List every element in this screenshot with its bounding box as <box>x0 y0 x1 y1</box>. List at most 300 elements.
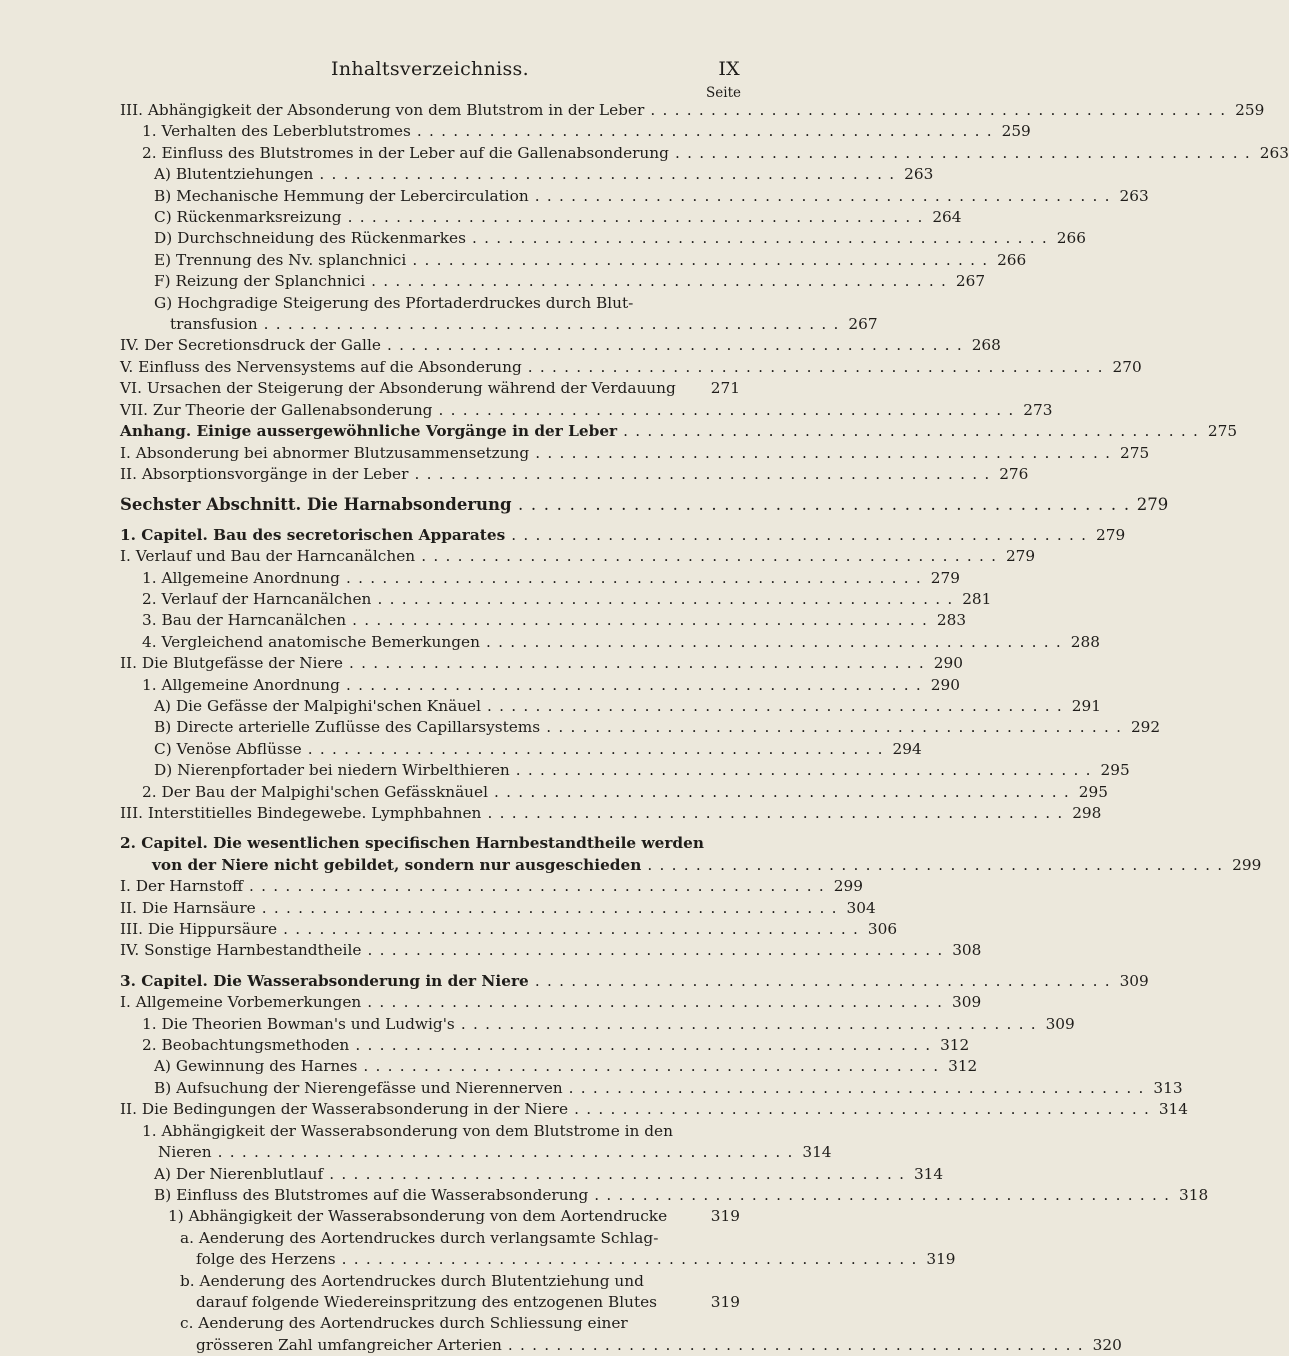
toc-entry <box>120 696 1101 717</box>
toc-entry-row <box>154 696 1101 717</box>
toc-entry-row <box>142 610 967 631</box>
toc-entry-text: Verhalten des Leberblutstromes <box>161 122 411 141</box>
toc-entry-title <box>168 1206 702 1227</box>
toc-entry <box>120 207 962 228</box>
dot-leader: . . . . . . . . . . . . . . . . . . . . . . . . . . . . . . . . . . . . . . . . . . . . . . . . <box>242 877 825 896</box>
toc-entry-page: 267 <box>955 272 986 291</box>
toc-entry-text: Reizung der Splanchnici <box>175 272 366 291</box>
toc-entry-number: VII. <box>120 400 153 419</box>
toc-entry-number: 3. Capitel. <box>120 971 214 990</box>
toc-entry-text: Abhängigkeit der Wasserabsonderung von dem Aortendrucke <box>188 1207 668 1226</box>
toc-entry-number: F) <box>154 272 176 291</box>
toc-entry-page: 319 <box>926 1250 956 1269</box>
toc-entry-continuation: transfusion <box>170 315 258 334</box>
toc-entry-row <box>120 400 1053 421</box>
toc-entry-row <box>120 992 982 1013</box>
toc-entry-title <box>142 568 922 589</box>
toc-entry <box>120 1121 832 1164</box>
toc-entry <box>120 940 982 961</box>
toc-entry-continuation: darauf folgende Wiedereinspritzung des entzogenen Blutes <box>196 1292 658 1311</box>
toc-entry <box>120 271 986 292</box>
toc-entry-row <box>154 1078 1183 1099</box>
toc-entry-first-line <box>120 833 740 854</box>
dot-leader: . . . . . . . . . . . . . . . . . . . . . . . . . . . . . . . . . . . . . . . . . . . . . . . . <box>277 920 860 939</box>
toc-entry-row <box>120 464 1029 485</box>
toc-entry-text: Hochgradige Steigerung des Pfortaderdruckes durch Blut- <box>177 293 634 312</box>
dot-leader: . . . . . . . . . . . . . . . . . . . . . . . . . . . . . . . . . . . . . . . . . . . . . . . . <box>313 165 896 184</box>
toc-entry-row <box>154 271 986 292</box>
toc-entry-text: Vergleichend anatomische Bemerkungen <box>161 632 480 651</box>
toc-entry-row <box>120 919 898 940</box>
toc-entry-text: Einfluss des Blutstromes auf die Wasserabsonderung <box>176 1185 589 1204</box>
toc-entry-text: Sonstige Harnbestandtheile <box>144 941 362 960</box>
toc-entry-number: c. <box>180 1314 199 1333</box>
toc-entry <box>120 739 922 760</box>
toc-entry-row <box>142 675 960 696</box>
toc-entry-continuation: Nieren <box>158 1143 212 1162</box>
toc-entry-number: 2. <box>142 782 162 801</box>
dot-leader: . . . . . . . . . . . . . . . . . . . . . . . . . . . . . . . . . . . . . . . . . . . . . . . . <box>357 1057 940 1076</box>
toc-entry-number: II. <box>120 898 142 917</box>
toc-entry-page: 309 <box>1119 971 1149 990</box>
toc-entry-row <box>120 855 1262 876</box>
toc-entry-number: C) <box>154 208 177 227</box>
toc-entry-page: 279 <box>1136 495 1169 515</box>
toc-entry-row <box>142 143 1289 164</box>
toc-entry-continuation: von der Niere nicht gebildet, sondern nur ausgeschieden <box>152 855 642 874</box>
toc-entry-page: 273 <box>1023 400 1053 419</box>
toc-entry-row <box>154 1056 978 1077</box>
toc-entry-text: Allgemeine Anordnung <box>161 568 340 587</box>
toc-entry <box>120 717 1161 738</box>
toc-entry-title <box>120 803 1063 824</box>
toc-entry <box>120 1185 1209 1206</box>
toc-entry <box>120 378 740 399</box>
toc-entry <box>120 589 992 610</box>
toc-entry-text: Ursachen der Steigerung der Absonderung während der Verdauung <box>146 379 676 398</box>
toc-entry-text: Blutentziehungen <box>175 165 314 184</box>
toc-entry-text: Venöse Abflüsse <box>176 739 302 758</box>
toc-entry-title <box>120 653 925 674</box>
toc-entry-number: 1. <box>142 122 162 141</box>
toc-entry-number: a. <box>180 1228 199 1247</box>
toc-entry <box>120 919 898 940</box>
toc-entry-title <box>154 186 1111 207</box>
toc-entry-title <box>142 589 953 610</box>
toc-entry-text: Einfluss des Nervensystems auf die Absonderung <box>138 357 522 376</box>
toc-entry-title <box>120 898 838 919</box>
dot-leader: . . . . . . . . . . . . . . . . . . . . . . . . . . . . . . . . . . . . . . . . . . . . . . . . <box>568 1100 1151 1119</box>
toc-entry-title <box>120 357 1104 378</box>
toc-entry-text: Interstitielles Bindegewebe. Lymphbahnen <box>147 804 482 822</box>
toc-entry-row <box>120 335 1001 356</box>
toc-entry-page: 314 <box>1158 1100 1189 1119</box>
toc-entry-row <box>120 653 963 674</box>
dot-leader: . . . . . . . . . . . . . . . . . . . . . . . . . . . . . . . . . . . . . . . . . . . . . . . . <box>617 422 1200 441</box>
toc-entry-text: Der Secretionsdruck der Galle <box>144 336 381 355</box>
toc-entry-page: 266 <box>997 250 1027 269</box>
toc-entry-text: Absonderung bei abnormer Blutzusammensetzung <box>135 443 530 462</box>
toc-entry-number: Anhang. <box>120 422 197 441</box>
toc-entry-title <box>154 271 947 292</box>
toc-entry-number: 1. <box>142 1014 162 1033</box>
toc-entry-page: 263 <box>904 165 934 184</box>
toc-entry-row <box>180 1335 1122 1356</box>
toc-entry <box>120 357 1142 378</box>
toc-entry <box>120 971 1149 992</box>
toc-entry <box>120 228 1086 249</box>
running-head-page-number: IX <box>718 58 740 80</box>
toc-entry-page: 263 <box>1259 143 1289 162</box>
toc-entry-continuation: grösseren Zahl umfangreicher Arterien <box>196 1335 502 1354</box>
toc-entry-title <box>154 717 1122 738</box>
toc-entry-row <box>120 546 1036 567</box>
toc-entry-row <box>180 1292 740 1313</box>
toc-entry-number: II. <box>120 464 142 483</box>
toc-entry-first-line <box>154 293 740 314</box>
toc-entry-row <box>154 186 1149 207</box>
toc-entry-title <box>142 1142 794 1163</box>
toc-entry <box>120 1099 1189 1120</box>
toc-entry-text: Allgemeine Vorbemerkungen <box>135 993 362 1012</box>
toc-entry-first-line <box>180 1313 740 1334</box>
toc-entry-row <box>120 971 1149 992</box>
toc-entry-title <box>154 164 895 185</box>
toc-entry-page: 267 <box>848 315 878 334</box>
toc-entry-row <box>154 1164 944 1185</box>
toc-entry-page: 295 <box>1078 782 1108 801</box>
toc-entry-row <box>142 568 960 589</box>
toc-entry-page: 308 <box>952 941 982 960</box>
dot-leader: . . . . . . . . . . . . . . . . . . . . . . . . . . . . . . . . . . . . . . . . . . . . . . . . <box>341 208 924 227</box>
dot-leader: . . . . . . . . . . . . . . . . . . . . . . . . . . . . . . . . . . . . . . . . . . . . . . . . <box>361 993 944 1012</box>
toc-entry <box>120 1078 1183 1099</box>
toc-entry-text: Mechanische Hemmung der Lebercirculation <box>176 186 529 205</box>
toc-entry <box>120 525 1126 546</box>
toc-entry-page: 276 <box>999 464 1029 483</box>
toc-entry-text: Allgemeine Anordnung <box>161 675 340 694</box>
dot-leader: . . . . . . . . . . . . . . . . . . . . . . . . . . . . . . . . . . . . . . . . . . . . . . . . <box>323 1164 906 1183</box>
toc-entry-page: 291 <box>1071 696 1101 715</box>
toc-entry-title <box>154 1164 905 1185</box>
dot-leader: . . . . . . . . . . . . . . . . . . . . . . . . . . . . . . . . . . . . . . . . . . . . . . . . <box>501 1335 1084 1354</box>
toc-entry <box>120 898 876 919</box>
toc-entry-page: 306 <box>867 920 898 939</box>
toc-entry-page: 279 <box>930 568 960 587</box>
dot-leader: . . . . . . . . . . . . . . . . . . . . . . . . . . . . . . . . . . . . . . . . . . . . . . . . <box>511 495 1131 515</box>
toc-entry-page: 279 <box>1005 547 1036 566</box>
toc-entry-number: 2. <box>142 143 162 162</box>
dot-leader: . . . . . . . . . . . . . . . . . . . . . . . . . . . . . . . . . . . . . . . . . . . . . . . . <box>528 186 1111 205</box>
toc-entry-title <box>154 739 884 760</box>
toc-entry-page: 312 <box>948 1057 978 1076</box>
dot-leader: . . . . . . . . . . . . . . . . . . . . . . . . . . . . . . . . . . . . . . . . . . . . . . . . <box>415 547 998 566</box>
toc-entry-number: 1. <box>142 568 162 587</box>
toc-entry-number: B) <box>154 1185 177 1204</box>
dot-leader: . . . . . . . . . . . . . . . . . . . . . . . . . . . . . . . . . . . . . . . . . . . . . . . . <box>479 632 1062 651</box>
toc-entry <box>120 675 960 696</box>
toc-entry-page: 264 <box>932 208 962 227</box>
toc-entry-page: 309 <box>952 993 982 1012</box>
toc-entry-number: III. <box>120 804 148 822</box>
toc-entry-first-line <box>180 1271 740 1292</box>
dot-leader: . . . . . . . . . . . . . . . . . . . . . . . . . . . . . . . . . . . . . . . . . . . . . . . . <box>365 272 948 291</box>
toc-entry-page: 259 <box>1235 101 1265 119</box>
toc-entry-title <box>120 971 1111 992</box>
toc-entry-text: Verlauf und Bau der Harncanälchen <box>135 547 416 566</box>
toc-entry-row <box>154 1185 1209 1206</box>
toc-entry-text: Abhängigkeit der Wasserabsonderung von dem Blutstrome in den <box>161 1121 673 1140</box>
toc-entry-page: 263 <box>1119 186 1149 205</box>
toc-entry-row <box>120 100 1265 121</box>
toc-entry-row <box>154 717 1161 738</box>
dot-leader: . . . . . . . . . . . . . . . . . . . . . . . . . . . . . . . . . . . . . . . . . . . . . . . . <box>521 357 1104 376</box>
toc-entry-text: Verlauf der Harncanälchen <box>161 589 372 608</box>
dot-leader: . . . . . . . . . . . . . . . . . . . . . . . . . . . . . . . . . . . . . . . . . . . . . . . . <box>481 804 1064 822</box>
toc-entry-title <box>154 696 1063 717</box>
toc-entry-number: 4. <box>142 632 162 651</box>
toc-entry <box>120 143 1289 164</box>
toc-entry <box>120 250 1027 271</box>
toc-entry-page: 299 <box>833 877 863 896</box>
toc-entry-number: IV. <box>120 941 145 960</box>
toc-entry-page: 318 <box>1179 1185 1209 1204</box>
dot-leader: . . . . . . . . . . . . . . . . . . . . . . . . . . . . . . . . . . . . . . . . . . . . . . . . <box>301 739 884 758</box>
toc-entry-page: 298 <box>1072 804 1102 822</box>
toc-entry-number: 2. Capitel. <box>120 834 214 853</box>
toc-entry-row <box>142 589 992 610</box>
toc-entry <box>120 610 967 631</box>
toc-entry <box>120 121 1031 142</box>
toc-entry-title <box>142 121 993 142</box>
toc-entry-number: A) <box>154 1057 176 1076</box>
toc-entry-number: IV. <box>120 336 145 355</box>
toc-entry-number: Sechster Abschnitt. <box>120 495 307 515</box>
toc-entry <box>120 1228 956 1271</box>
toc-entry-number: 1. Capitel. <box>120 525 214 544</box>
toc-entry-page: 288 <box>1070 632 1100 651</box>
toc-entry-page: 290 <box>930 675 960 694</box>
toc-entry-number: A) <box>154 165 176 184</box>
toc-entry-title <box>120 400 1014 421</box>
toc-entry <box>120 443 1150 464</box>
toc-entry-number: B) <box>154 718 177 737</box>
toc-entry-title <box>180 1335 1084 1356</box>
dot-leader: . . . . . . . . . . . . . . . . . . . . . . . . . . . . . . . . . . . . . . . . . . . . . . . . <box>257 315 840 334</box>
toc-entry-row <box>120 494 1169 515</box>
toc-entry-text: Beobachtungsmethoden <box>161 1036 350 1055</box>
toc-entry-text: Nierenpfortader bei niedern Wirbelthieren <box>177 761 510 780</box>
toc-entry-page: 312 <box>940 1036 970 1055</box>
toc-entry-title <box>154 314 840 335</box>
toc-entry-title <box>154 1056 939 1077</box>
toc-entry-text: Abhängigkeit der Absonderung von dem Blutstrom in der Leber <box>147 101 645 119</box>
toc-entry-row <box>154 228 1086 249</box>
toc-entry <box>120 400 1053 421</box>
toc-entry <box>120 653 963 674</box>
toc-entry-title <box>142 1035 931 1056</box>
dot-leader: . . . . . . . . . . . . . . . . . . . . . . . . . . . . . . . . . . . . . . . . . . . . . . . . <box>540 718 1123 737</box>
toc-entry-number: I. <box>120 443 136 462</box>
toc-entry-text: Der Nierenblutlauf <box>175 1164 324 1183</box>
toc-entry-text: Die Hippursäure <box>147 920 278 939</box>
toc-entry <box>120 293 878 336</box>
toc-entry-title <box>120 1099 1150 1120</box>
toc-entry-text: Die Harnabsonderung <box>306 495 512 515</box>
toc-entry <box>120 546 1036 567</box>
dot-leader: . . . . . . . . . . . . . . . . . . . . . . . . . . . . . . . . . . . . . . . . . . . . . . . . <box>211 1143 794 1162</box>
dot-leader: . . . . . . . . . . . . . . . . . . . . . . . . . . . . . . . . . . . . . . . . . . . . . . . . <box>487 782 1070 801</box>
seite-column-label: Seite <box>706 85 741 101</box>
toc-entry-title <box>142 143 1251 164</box>
dot-leader: . . . . . . . . . . . . . . . . . . . . . . . . . . . . . . . . . . . . . . . . . . . . . . . . <box>380 336 963 355</box>
toc-entry-row <box>142 782 1108 803</box>
toc-entry-row <box>154 760 1130 781</box>
toc-entry-page: 320 <box>1092 1335 1122 1354</box>
toc-entry-title <box>180 1249 918 1270</box>
toc-entry-page: 319 <box>710 1207 740 1226</box>
toc-entry-title <box>180 1292 702 1313</box>
toc-entry-text: Gewinnung des Harnes <box>175 1057 358 1076</box>
toc-entry-row <box>120 525 1126 546</box>
toc-entry-row <box>142 632 1100 653</box>
toc-entry <box>120 803 1102 824</box>
toc-entry-title <box>120 855 1223 876</box>
toc-entry <box>120 760 1130 781</box>
toc-entry <box>120 992 982 1013</box>
toc-entry-text: Aufsuchung der Nierengefässe und Nierennerven <box>176 1078 563 1097</box>
toc-entry-title <box>120 378 702 399</box>
toc-entry-page: 304 <box>846 898 876 917</box>
toc-entry-title <box>120 100 1226 121</box>
toc-entry <box>120 186 1149 207</box>
toc-entry-number: V. <box>120 357 139 376</box>
toc-entry-text: Der Harnstoff <box>135 877 243 896</box>
toc-entry-title <box>142 632 1062 653</box>
toc-entry-row <box>120 940 982 961</box>
toc-entry-title <box>120 464 990 485</box>
toc-entry <box>120 1313 1122 1356</box>
toc-entry-text: Die Gefässe der Malpighi'schen Knäuel <box>175 696 481 715</box>
dot-leader: . . . . . . . . . . . . . . . . . . . . . . . . . . . . . . . . . . . . . . . . . . . . . . . . <box>339 568 922 587</box>
toc-entry-row <box>180 1249 956 1270</box>
dot-leader: . . . . . . . . . . . . . . . . . . . . . . . . . . . . . . . . . . . . . . . . . . . . . . . . <box>346 611 929 630</box>
dot-leader: . . . . . . . . . . . . . . . . . . . . . . . . . . . . . . . . . . . . . . . . . . . . . . . . <box>408 464 991 483</box>
toc-entry <box>120 494 1169 515</box>
toc-entry-row <box>142 121 1031 142</box>
toc-entry-number: II. <box>120 654 142 673</box>
toc-entry <box>120 100 1265 121</box>
toc-entry-text: Aenderung des Aortendruckes durch Schliessung einer <box>198 1314 628 1333</box>
toc-entry-number: G) <box>154 293 178 312</box>
toc-entry-number: C) <box>154 739 177 758</box>
toc-entry-text: Durchschneidung des Rückenmarkes <box>177 229 466 248</box>
toc-entry-page: 314 <box>802 1143 832 1162</box>
toc-entry <box>120 464 1029 485</box>
toc-entry-row <box>154 250 1027 271</box>
toc-entry-text: Der Bau der Malpighi'schen Gefässknäuel <box>161 782 488 801</box>
toc-entry-page: 266 <box>1056 229 1086 248</box>
toc-entry-row <box>142 1035 970 1056</box>
toc-entry-number: 1. <box>142 675 162 694</box>
toc-entry-page: 313 <box>1153 1078 1183 1097</box>
toc-entry-number: 1) <box>168 1207 189 1226</box>
toc-entry-text: Einfluss des Blutstromes in der Leber auf die Gallenabsonderung <box>161 143 669 162</box>
toc-entry-text: Rückenmarksreizung <box>176 208 342 227</box>
toc-entry-title <box>154 1078 1145 1099</box>
dot-leader: . . . . . . . . . . . . . . . . . . . . . . . . . . . . . . . . . . . . . . . . . . . . . . . . <box>406 250 989 269</box>
toc-entry-continuation: folge des Herzens <box>196 1250 336 1269</box>
toc-entry-row <box>142 1014 1075 1035</box>
toc-entry-title <box>120 494 1130 515</box>
toc-entry-number: I. <box>120 547 136 566</box>
running-head-title: Inhaltsverzeichniss. <box>331 58 529 80</box>
toc-entry-text: Die Blutgefässe der Niere <box>141 654 343 673</box>
dot-leader: . . . . . . . . . . . . . . . . . . . . . . . . . . . . . . . . . . . . . . . . . . . . . . . . <box>255 898 838 917</box>
toc-entry-number: I. <box>120 993 136 1012</box>
toc-entry-row <box>120 443 1150 464</box>
toc-entry-title <box>142 782 1070 803</box>
toc-entry-title <box>142 675 922 696</box>
toc-entry-row <box>120 357 1142 378</box>
dot-leader: . . . . . . . . . . . . . . . . . . . . . . . . . . . . . . . . . . . . . . . . . . . . . . . . <box>349 1036 932 1055</box>
toc-entry-number: 3. <box>142 611 162 630</box>
toc-entry-row <box>120 803 1102 824</box>
dot-leader: . . . . . . . . . . . . . . . . . . . . . . . . . . . . . . . . . . . . . . . . . . . . . . . . <box>588 1185 1171 1204</box>
toc-entry-page: 295 <box>1100 761 1130 780</box>
toc-entry <box>120 1164 944 1185</box>
toc-entry-title <box>120 421 1199 442</box>
toc-entry-number: 2. <box>142 1036 162 1055</box>
toc-entry-page: 275 <box>1120 443 1150 462</box>
dot-leader: . . . . . . . . . . . . . . . . . . . . . . . . . . . . . . . . . . . . . . . . . . . . . . . . <box>432 400 1015 419</box>
toc-entry-text: Bau des secretorischen Apparates <box>213 525 506 544</box>
toc-entry-title <box>120 546 997 567</box>
toc-entry-text: Die Harnsäure <box>141 898 256 917</box>
toc-entry-number: I. <box>120 877 136 896</box>
toc-entry-row <box>168 1206 740 1227</box>
toc-entry <box>120 1035 970 1056</box>
toc-entry-first-line <box>180 1228 740 1249</box>
toc-entry-title <box>154 1185 1170 1206</box>
toc-entry-number: b. <box>180 1271 200 1290</box>
toc-entry-page: 275 <box>1207 422 1238 441</box>
toc-entry-text: Absorptionsvorgänge in der Leber <box>141 464 409 483</box>
toc-entry <box>120 632 1100 653</box>
toc-entry-first-line <box>142 1121 740 1142</box>
toc-entry-page: 270 <box>1112 357 1142 376</box>
toc-entry <box>120 876 863 897</box>
toc-entry-row <box>120 898 876 919</box>
toc-entry-number: III. <box>120 101 148 119</box>
toc-entry-number: A) <box>154 1164 176 1183</box>
dot-leader: . . . . . . . . . . . . . . . . . . . . . . . . . . . . . . . . . . . . . . . . . . . . . . . . <box>480 696 1063 715</box>
dot-leader: . . . . . . . . . . . . . . . . . . . . . . . . . . . . . . . . . . . . . . . . . . . . . . . . <box>410 122 993 141</box>
dot-leader: . . . . . . . . . . . . . . . . . . . . . . . . . . . . . . . . . . . . . . . . . . . . . . . . <box>371 589 954 608</box>
toc-entry-title <box>154 207 924 228</box>
toc-entry-title <box>142 1014 1037 1035</box>
toc-entry <box>120 335 1001 356</box>
toc-entry-number: 1. <box>142 1121 162 1140</box>
toc-entry-page: 279 <box>1095 525 1126 544</box>
toc-entry-text: Zur Theorie der Gallenabsonderung <box>152 400 433 419</box>
toc-entry-page: 259 <box>1001 122 1031 141</box>
running-head <box>120 58 740 84</box>
toc-entry-number: 2. <box>142 589 162 608</box>
toc-entry-text: Die Wasserabsonderung in der Niere <box>213 971 529 990</box>
toc-entry-page: 314 <box>913 1164 944 1183</box>
toc-entry-title <box>120 525 1087 546</box>
